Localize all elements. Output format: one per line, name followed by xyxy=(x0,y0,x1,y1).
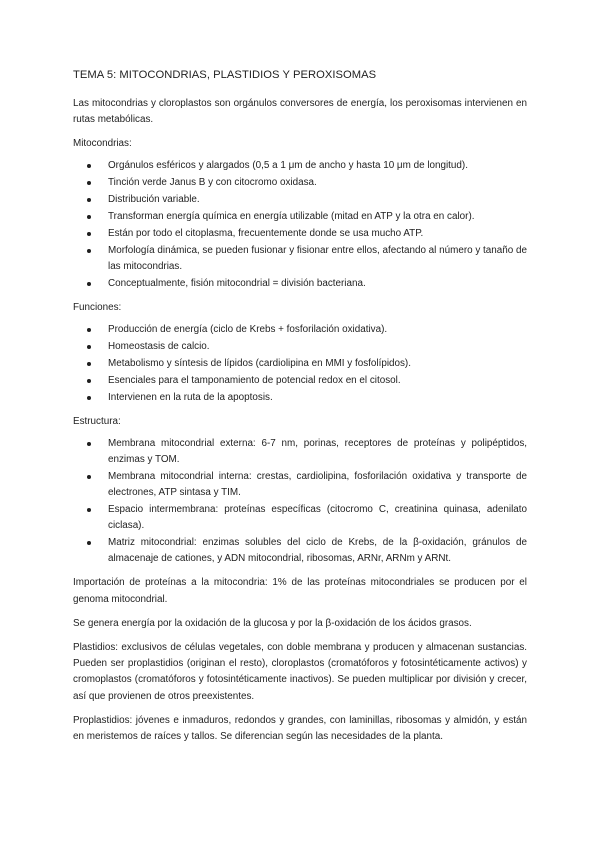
bullet-icon xyxy=(87,249,91,253)
bullet-icon xyxy=(87,328,91,332)
list-item-text: Morfología dinámica, se pueden fusionar y fisionar entre ellos, afectando al número y tanaño de las mitocondrias. xyxy=(108,245,527,273)
bullet-icon xyxy=(87,198,91,202)
list-item-text: Homeostasis de calcio. xyxy=(108,341,210,353)
bullet-icon xyxy=(87,379,91,383)
bullet-icon xyxy=(87,282,91,286)
estructura-list xyxy=(73,436,527,567)
list-item xyxy=(73,436,527,468)
funciones-list xyxy=(73,322,527,406)
bullet-icon xyxy=(87,232,91,236)
list-item xyxy=(73,322,527,338)
bullet-icon xyxy=(87,508,91,512)
list-item-text: Conceptualmente, fisión mitocondrial = división bacteriana. xyxy=(108,278,366,290)
list-item xyxy=(73,373,527,389)
list-item-text: Producción de energía (ciclo de Krebs + fosforilación oxidativa). xyxy=(108,324,388,336)
list-item xyxy=(73,243,527,275)
bullet-icon xyxy=(87,442,91,446)
list-item xyxy=(73,469,527,501)
bullet-icon xyxy=(87,475,91,479)
bullet-icon xyxy=(87,396,91,400)
list-item xyxy=(73,209,527,225)
page-title: TEMA 5: MITOCONDRIAS, PLASTIDIOS Y PEROXISOMAS xyxy=(73,69,377,81)
list-item-text: Distribución variable. xyxy=(108,194,200,206)
list-item xyxy=(73,356,527,372)
list-item-text: Tinción verde Janus B y con citocromo oxidasa. xyxy=(108,177,317,189)
bullet-icon xyxy=(87,345,91,349)
section-heading-mitocondrias: Mitocondrias: xyxy=(73,138,132,150)
list-item xyxy=(73,158,527,174)
proplastidios-paragraph: Proplastidios: jóvenes e inmaduros, redondos y grandes, con laminillas, ribosomas y almidón, y están en meristemos de raíces y tallos. Se diferencian según las necesidades de la planta. xyxy=(73,714,527,743)
list-item xyxy=(73,192,527,208)
bullet-icon xyxy=(87,215,91,219)
energia-paragraph: Se genera energía por la oxidación de la glucosa y por la β-oxidación de los ácidos grasos. xyxy=(73,617,472,629)
section-heading-funciones: Funciones: xyxy=(73,302,122,314)
list-item-text: Intervienen en la ruta de la apoptosis. xyxy=(108,392,273,404)
list-item xyxy=(73,226,527,242)
list-item xyxy=(73,502,527,534)
list-item-text: Membrana mitocondrial externa: 6-7 nm, porinas, receptores de proteínas y polipéptidos, enzimas y TOM. xyxy=(108,438,527,466)
intro-paragraph: Las mitocondrias y cloroplastos son orgánulos conversores de energía, los peroxisomas intervienen en rutas metabólicas. xyxy=(73,98,527,126)
list-item xyxy=(73,339,527,355)
plastidios-paragraph: Plastidios: exclusivos de células vegetales, con doble membrana y producen y almacenan sustancias. Pueden ser proplastidios (originan el resto), cloroplastos (cromatóforos y fotosintéticamente activos) y cromoplastos (cromatóforos y fotosintéticamente inactivos). Se pueden multiplicar por división y crecer, así que provienen de otros preexistentes. xyxy=(73,642,527,702)
list-item-text: Orgánulos esféricos y alargados (0,5 a 1 μm de ancho y hasta 10 μm de longitud). xyxy=(108,160,468,172)
mitocondrias-list xyxy=(73,158,527,292)
list-item-text: Están por todo el citoplasma, frecuentemente donde se usa mucho ATP. xyxy=(108,228,424,240)
importacion-paragraph: Importación de proteínas a la mitocondria: 1% de las proteínas mitocondriales se producen por el genoma mitocondrial. xyxy=(73,577,527,605)
list-item-text: Membrana mitocondrial interna: crestas, cardiolipina, fosforilación oxidativa y transporte de electrones, ATP sintasa y TIM. xyxy=(108,471,527,499)
bullet-icon xyxy=(87,541,91,545)
list-item-text: Matriz mitocondrial: enzimas solubles del ciclo de Krebs, de la β-oxidación, gránulos de almacenaje de cationes, y ADN mitocondrial, ribosomas, ARNr, ARNm y ARNt. xyxy=(108,537,527,565)
bullet-icon xyxy=(87,164,91,168)
list-item xyxy=(73,276,527,292)
list-item-text: Transforman energía química en energía utilizable (mitad en ATP y la otra en calor). xyxy=(108,211,475,223)
section-heading-estructura: Estructura: xyxy=(73,416,121,428)
bullet-icon xyxy=(87,181,91,185)
bullet-icon xyxy=(87,362,91,366)
list-item-text: Metabolismo y síntesis de lípidos (cardiolipina en MMI y fosfolípidos). xyxy=(108,358,411,370)
list-item xyxy=(73,535,527,567)
document-page xyxy=(73,68,527,753)
list-item xyxy=(73,390,527,406)
list-item-text: Esenciales para el tamponamiento de potencial redox en el citosol. xyxy=(108,375,401,387)
list-item-text: Espacio intermembrana: proteínas específicas (citocromo C, creatinina quinasa, adenilato ciclasa). xyxy=(108,504,527,532)
list-item xyxy=(73,175,527,191)
